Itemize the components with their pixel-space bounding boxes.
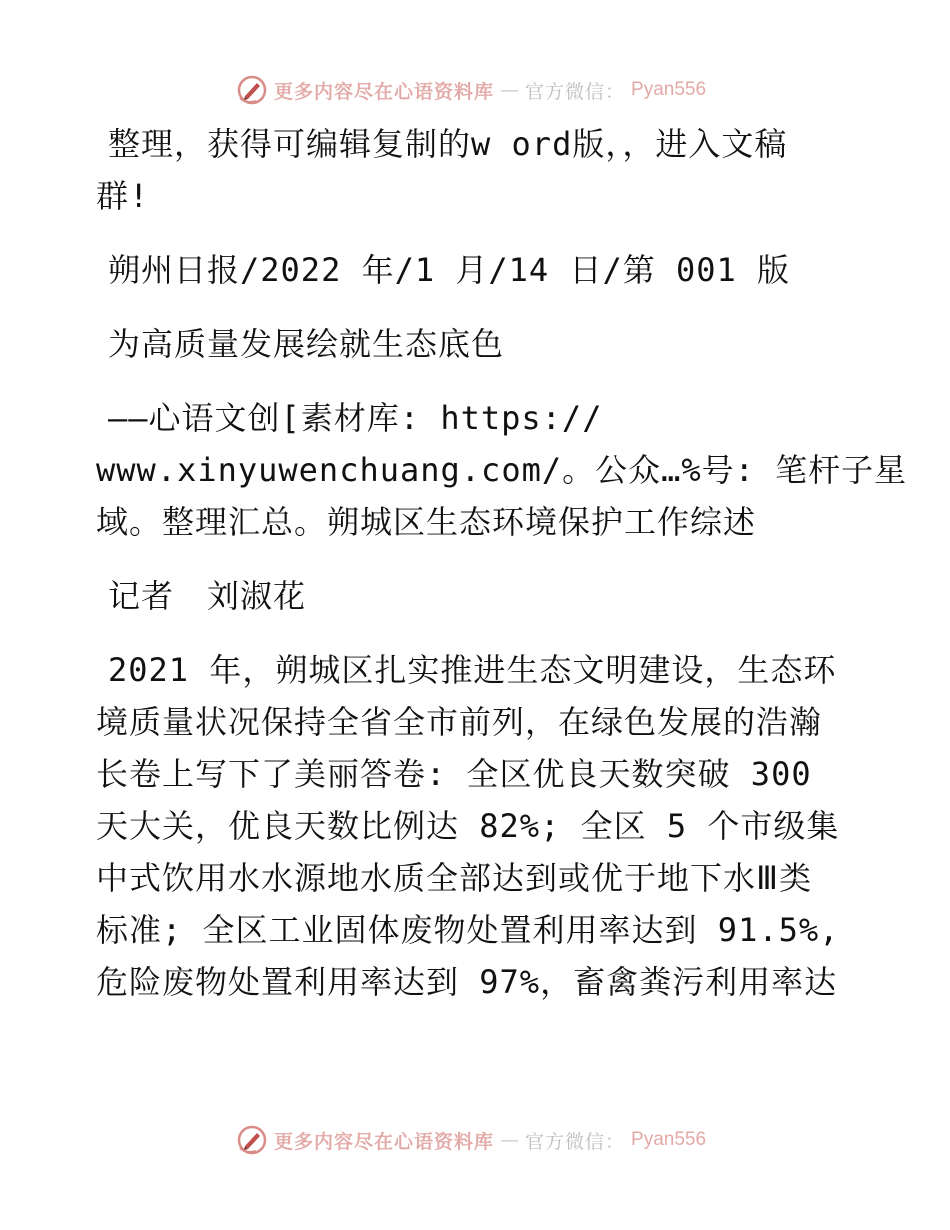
subheadline: [96, 392, 908, 548]
wechat-id: Pyan556: [631, 1129, 707, 1150]
body-line: 标准; 全区工业固体废物处置利用率达到 91.5%,: [96, 911, 840, 949]
footer-banner: [236, 1123, 706, 1157]
body-line: 中式饮用水水源地水质全部达到或优于地下水Ⅲ类: [96, 859, 813, 897]
intro-paragraph: [96, 118, 856, 222]
body-line: 2021 年，朔城区扎实推进生态文明建设，生态环: [108, 651, 837, 689]
body-line: 危险废物处置利用率达到 97%，畜禽粪污利用率达: [96, 963, 838, 1001]
pen-logo-icon: [236, 74, 268, 106]
banner-separator: —: [500, 79, 520, 101]
wechat-label: 官方微信：: [525, 1130, 626, 1153]
body-line: 天大关，优良天数比例达 82%; 全区 5 个市级集: [96, 807, 840, 845]
wechat-label: 官方微信：: [525, 80, 626, 103]
intro-line: 整理，获得可编辑复制的w ord版，，进入文稿: [108, 125, 788, 163]
subheadline-line: www.xinyuwenchuang.com/。公众…%号: 笔杆子星: [96, 451, 908, 489]
banner-separator: —: [500, 1129, 520, 1151]
promo-text: 更多内容尽在心语资料库: [274, 1130, 495, 1153]
body-line: 境质量状况保持全省全市前列，在绿色发展的浩瀚: [96, 703, 823, 741]
pen-logo-icon: [236, 1124, 268, 1156]
intro-line: 群!: [96, 177, 150, 215]
body-paragraph: [96, 644, 856, 1008]
promo-text: 更多内容尽在心语资料库: [274, 80, 495, 103]
article-body: [96, 118, 908, 1008]
byline: 记者 刘淑花: [108, 577, 307, 615]
source-line: 朔州日报/2022 年/1 月/14 日/第 001 版: [108, 251, 791, 289]
subheadline-line: ——心语文创[素材库: https://: [108, 399, 603, 437]
subheadline-line: 域。整理汇总。朔城区生态环境保护工作综述: [96, 503, 757, 541]
wechat-id: Pyan556: [631, 79, 707, 100]
headline: 为高质量发展绘就生态底色: [108, 325, 505, 363]
body-line: 长卷上写下了美丽答卷: 全区优良天数突破 300: [96, 755, 812, 793]
header-banner: [236, 73, 706, 107]
